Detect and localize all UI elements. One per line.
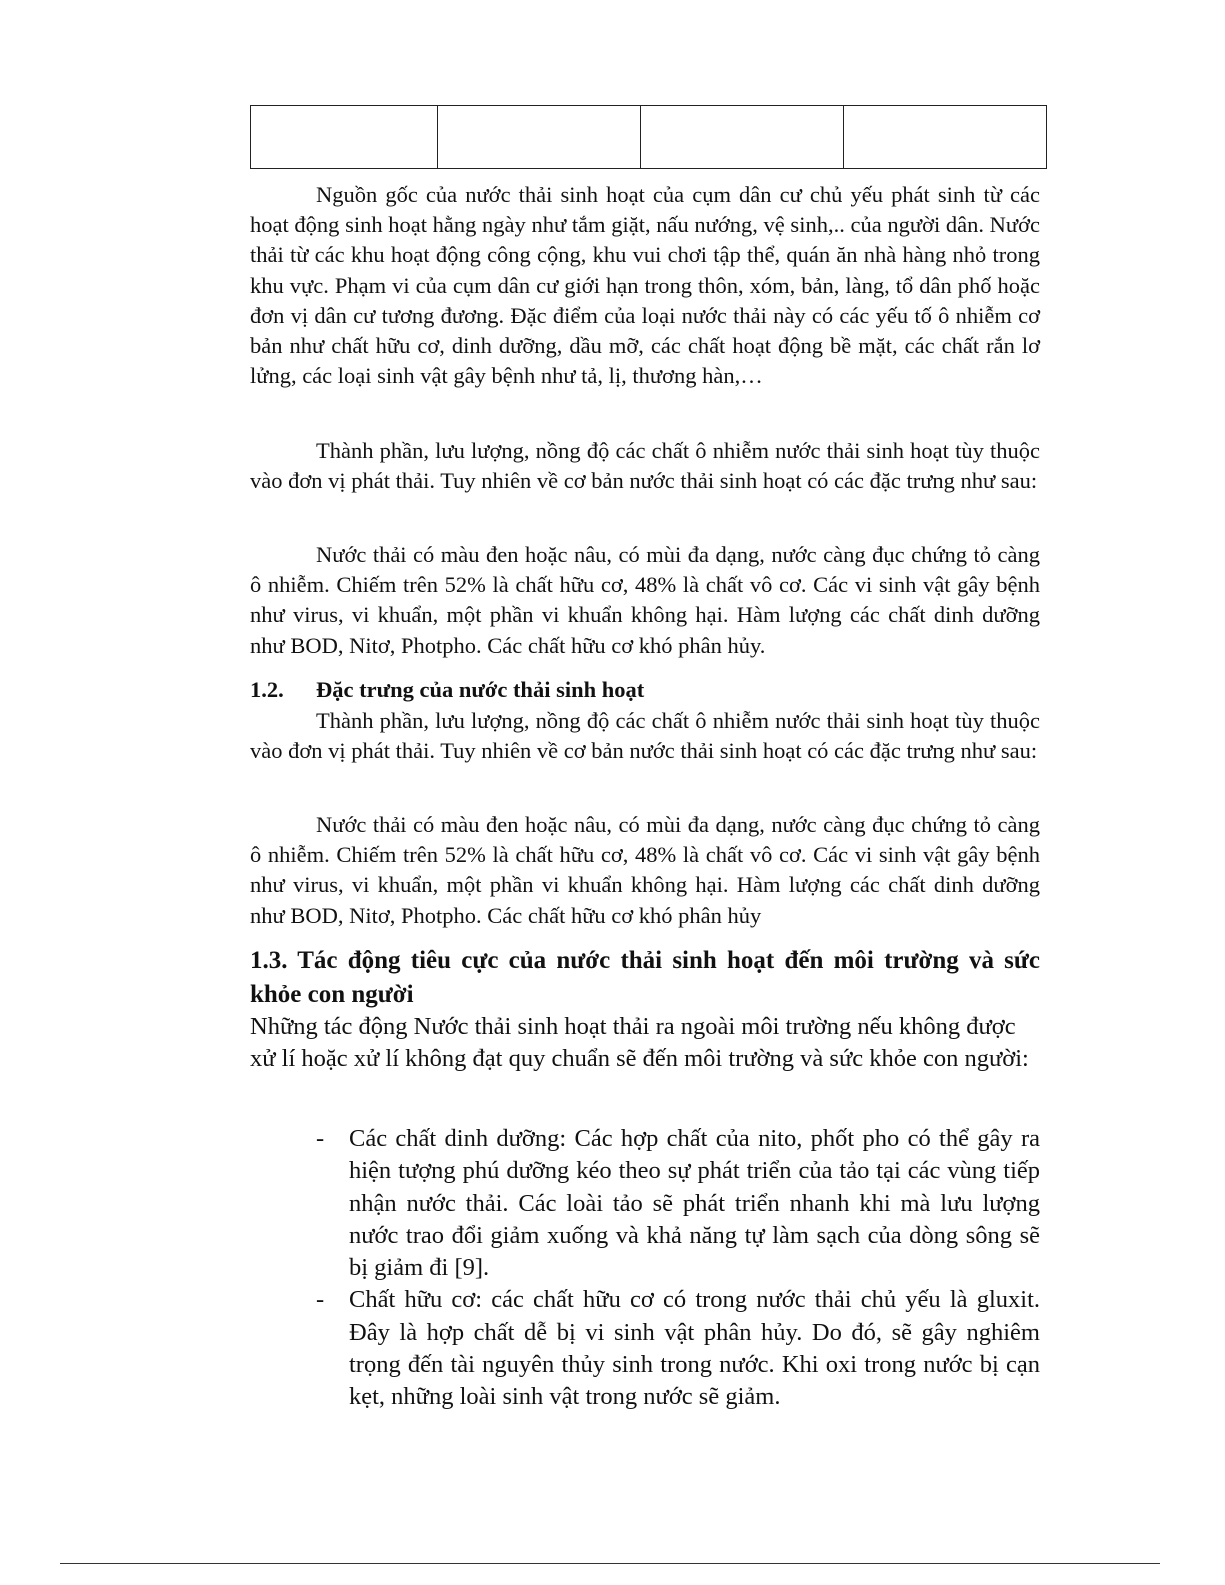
list-item <box>250 1123 1040 1284</box>
section-title: Đặc trưng của nước thải sinh hoạt <box>316 677 645 702</box>
dash-bullet: - <box>316 1125 325 1152</box>
table-cell <box>844 106 1047 169</box>
table-row <box>251 106 1047 169</box>
section-number: 1.2. <box>250 677 284 702</box>
section-heading-1-3: 1.3. Tác động tiêu cực của nước thải sinh hoạt đến môi trường và sức khỏe con người <box>250 947 1040 1008</box>
list-item-text: Chất hữu cơ: các chất hữu cơ có trong nước thải chủ yếu là gluxit. Đây là hợp chất dễ bị vi sinh vật phân hủy. Do đó, sẽ gây nghiêm trọng đến tài nguyên thủy sinh trong nước. Khi oxi trong nước bị cạn kẹt, những loài sinh vật trong nước sẽ giảm. <box>349 1286 1040 1411</box>
table-cell <box>641 106 844 169</box>
paragraph-characteristics: Nước thải có màu đen hoặc nâu, có mùi đa dạng, nước càng đục chứng tỏ càng ô nhiễm. Chiếm trên 52% là chất hữu cơ, 48% là chất vô cơ. Các vi sinh vật gây bệnh như virus, vi khuẩn, một phần vi khuẩn không hại. Hàm lượng các chất dinh dưỡng như BOD, Nitơ, Photpho. Các chất hữu cơ khó phân hủy. <box>250 542 1040 658</box>
section-heading-1-2 <box>250 675 644 705</box>
dash-bullet: - <box>316 1286 325 1314</box>
page-bottom-rule <box>60 1563 1160 1564</box>
paragraph-characteristics-2: Nước thải có màu đen hoặc nâu, có mùi đa dạng, nước càng đục chứng tỏ càng ô nhiễm. Chiếm trên 52% là chất hữu cơ, 48% là chất vô cơ. Các vi sinh vật gây bệnh như virus, vi khuẩn, một phần vi khuẩn không hại. Hàm lượng các chất dinh dưỡng như BOD, Nitơ, Photpho. Các chất hữu cơ khó phân hủy <box>250 812 1040 928</box>
paragraph-composition: Thành phần, lưu lượng, nồng độ các chất ô nhiễm nước thải sinh hoạt tùy thuộc vào đơn vị phát thải. Tuy nhiên về cơ bản nước thải sinh hoạt có các đặc trưng như sau: <box>250 438 1040 494</box>
paragraph-composition-2: Thành phần, lưu lượng, nồng độ các chất ô nhiễm nước thải sinh hoạt tùy thuộc vào đơn vị phát thải. Tuy nhiên về cơ bản nước thải sinh hoạt có các đặc trưng như sau: <box>250 708 1040 764</box>
list-item-text: Các chất dinh dưỡng: Các hợp chất của nito, phốt pho có thể gây ra hiện tượng phú dưỡng kéo theo sự phát triển của tảo tại các vùng tiếp nhận nước thải. Các loài tảo sẽ phát triển nhanh khi mà lưu lượng nước trao đổi giảm xuống và khả năng tự làm sạch của dòng sông sẽ bị giảm đi [9]. <box>349 1125 1040 1282</box>
paragraph-impacts-intro: Những tác động Nước thải sinh hoạt thải ra ngoài môi trường nếu không được xử lí hoặc xử lí không đạt quy chuẩn sẽ đến môi trường và sức khỏe con người: <box>250 1013 1029 1073</box>
table-cell <box>251 106 438 169</box>
table-cell <box>438 106 641 169</box>
paragraph-origin: Nguồn gốc của nước thải sinh hoạt của cụm dân cư chủ yếu phát sinh từ các hoạt động sinh hoạt hằng ngày như tắm giặt, nấu nướng, vệ sinh,.. của người dân. Nước thải từ các khu hoạt động công cộng, khu vui chơi tập thể, quán ăn nhà hàng nhỏ trong khu vực. Phạm vi của cụm dân cư giới hạn trong thôn, xóm, bản, làng, tổ dân phố hoặc đơn vị dân cư tương đương. Đặc điểm của loại nước thải này có các yếu tố ô nhiễm cơ bản như chất hữu cơ, dinh dưỡng, dầu mỡ, các chất hoạt động bề mặt, các chất rắn lơ lửng, các loại sinh vật gây bệnh như tả, lị, thương hàn,… <box>250 182 1040 389</box>
list-item <box>250 1284 1040 1413</box>
empty-table <box>250 105 1047 169</box>
impact-list <box>250 1123 1040 1414</box>
